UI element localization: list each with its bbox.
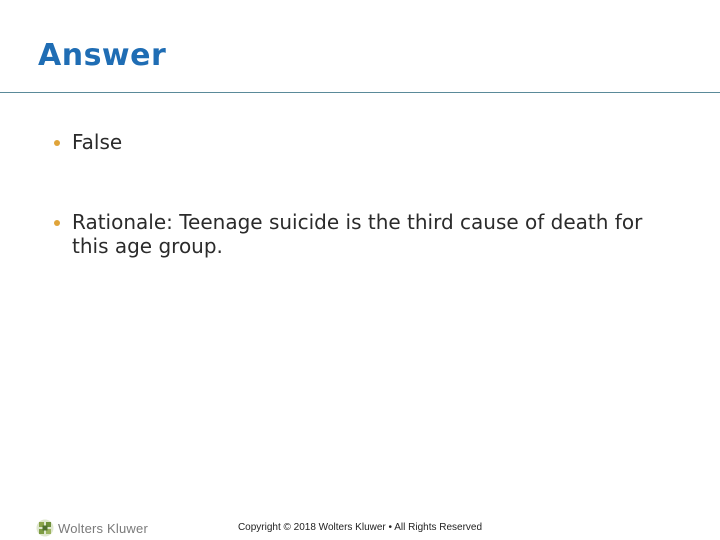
logo-wordmark: Wolters Kluwer — [58, 520, 148, 536]
bullet-list — [52, 130, 672, 258]
title-divider — [0, 92, 720, 93]
bullet-text: Rationale: Teenage suicide is the third cause of death for this age group. — [72, 210, 643, 258]
bullet-item-rationale — [52, 210, 672, 258]
bullet-dot-icon — [54, 140, 60, 146]
slide-title: Answer — [38, 38, 167, 73]
bullet-text: False — [72, 130, 123, 154]
bullet-dot-icon — [54, 220, 60, 226]
bullet-item-answer — [52, 130, 672, 154]
copyright-notice: Copyright © 2018 Wolters Kluwer • All Rights Reserved — [237, 522, 483, 533]
